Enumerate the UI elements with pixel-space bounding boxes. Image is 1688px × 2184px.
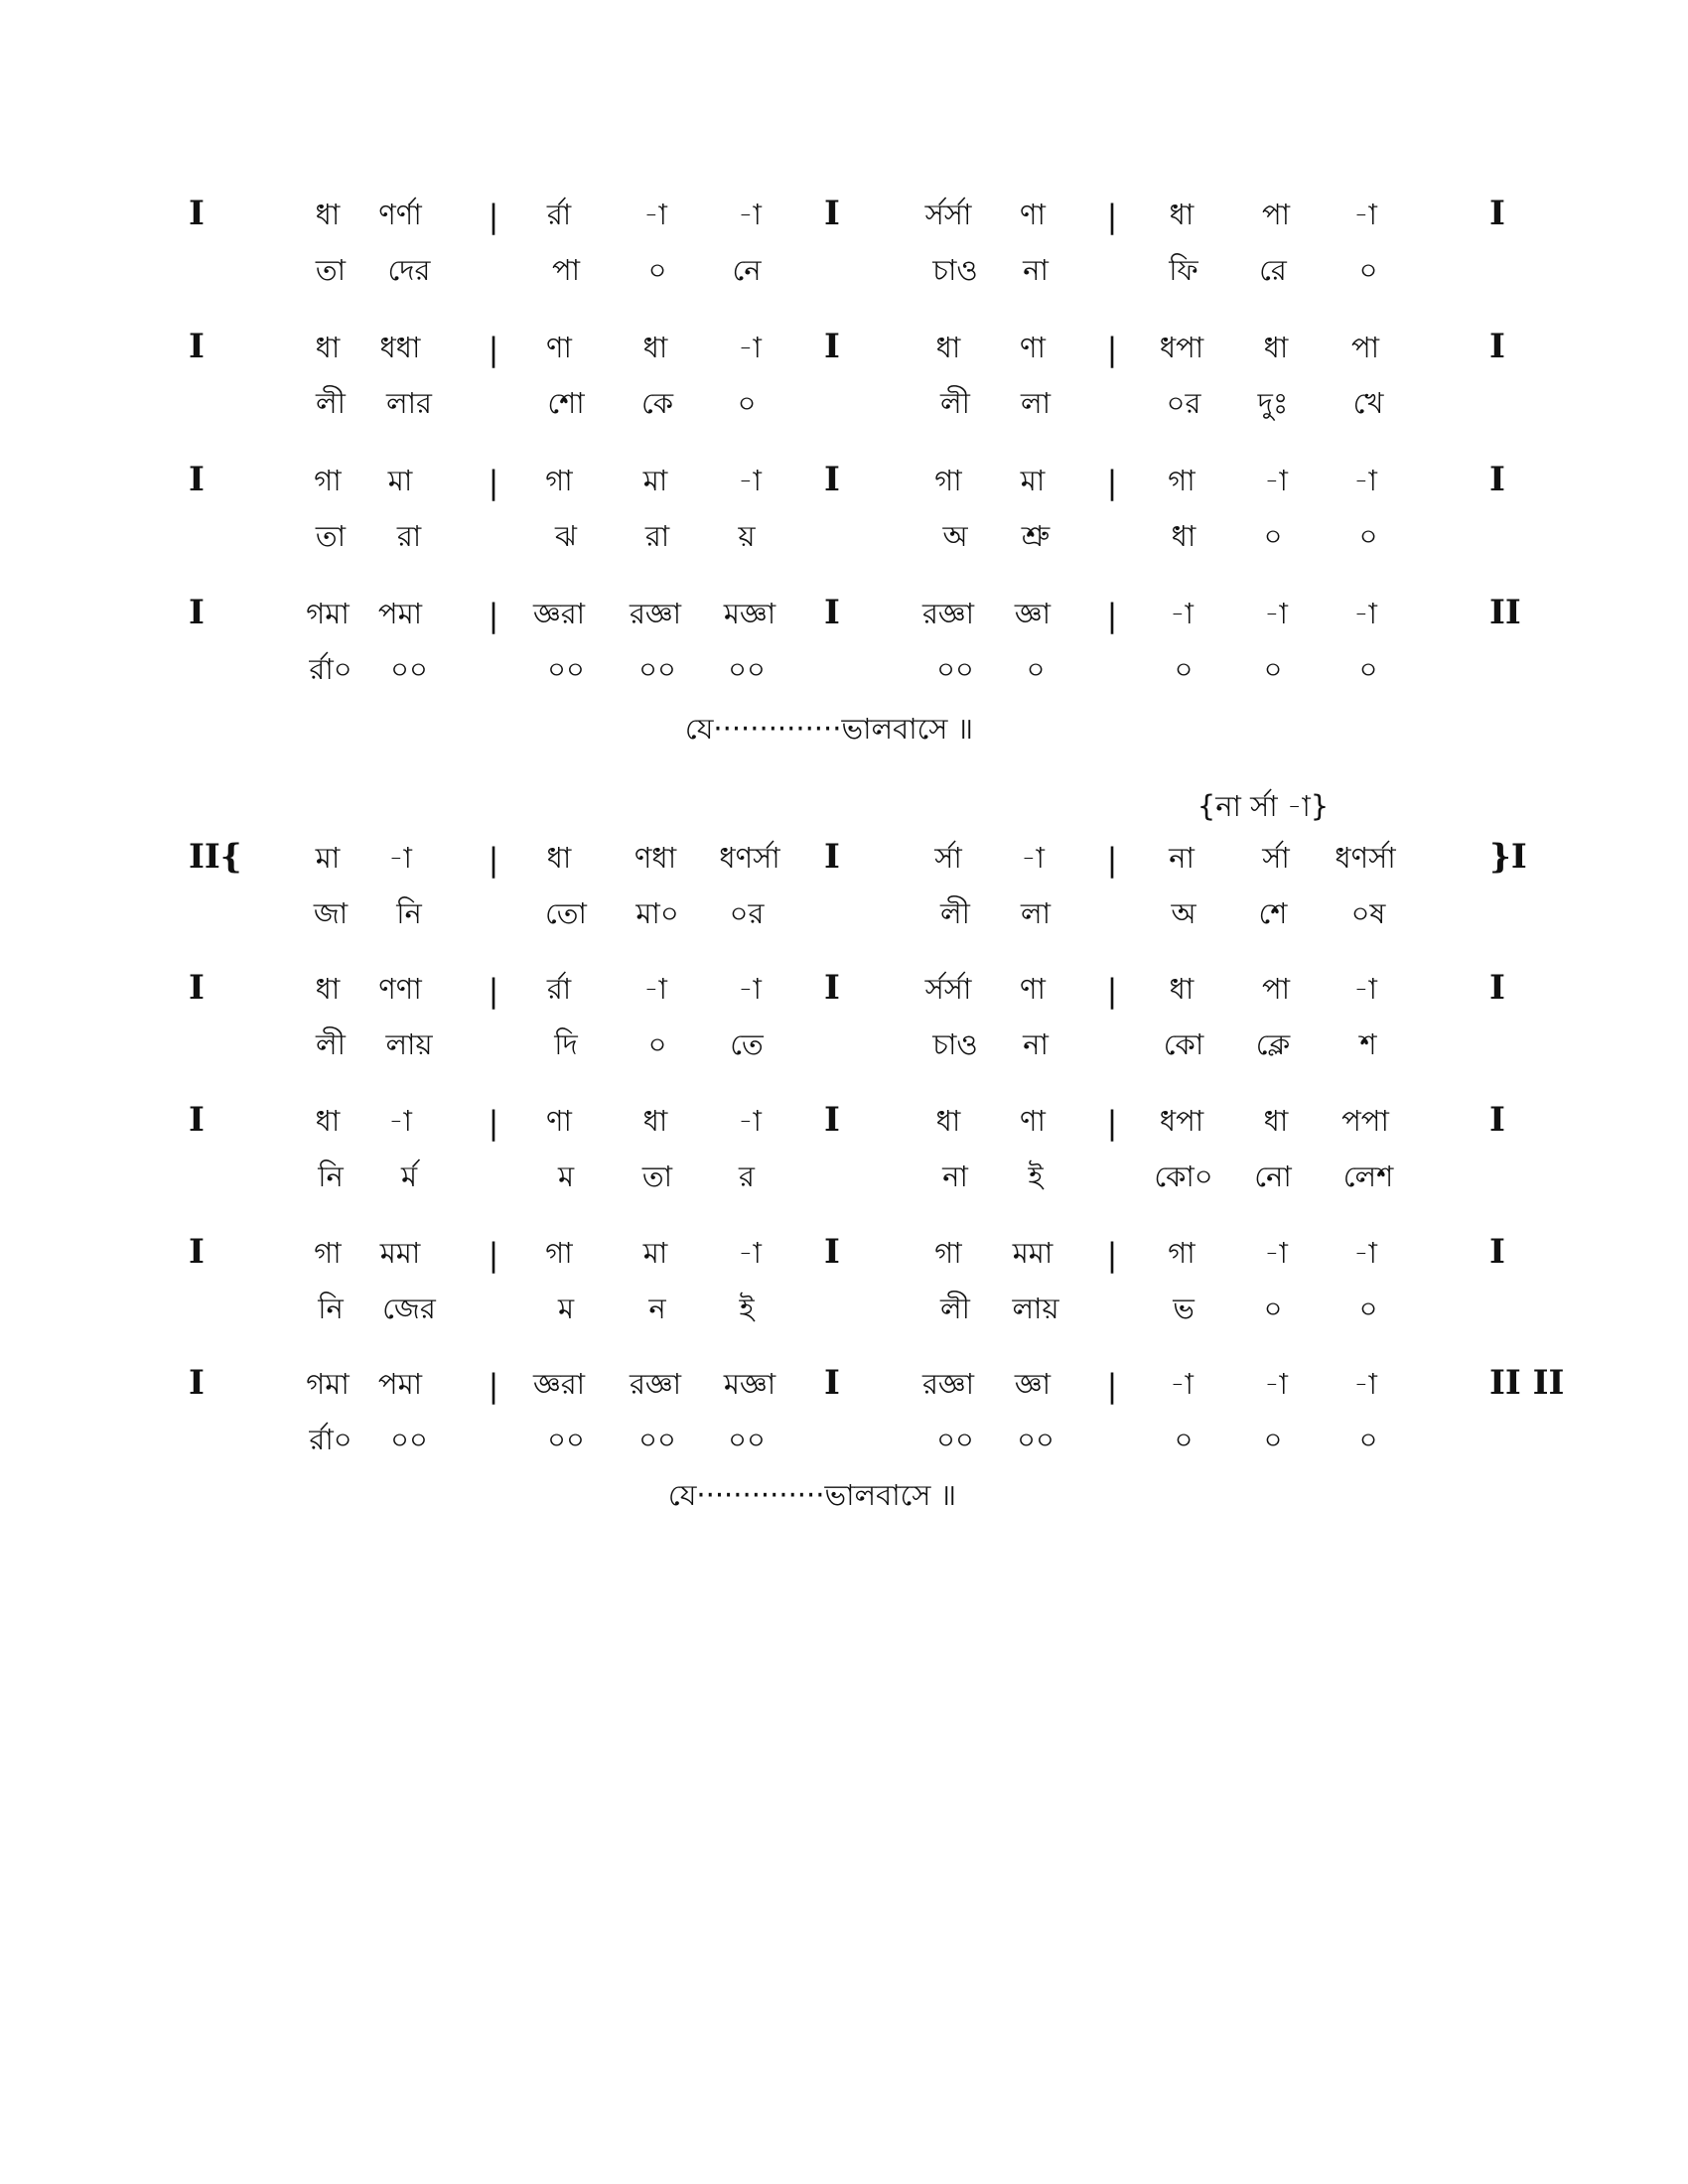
swara-note: ণা (1020, 1104, 1046, 1138)
lyric-syllable: শ (1359, 1027, 1377, 1061)
swara-note: ধা (315, 1104, 341, 1138)
lyric-syllable: ম (557, 1292, 575, 1325)
lyric-syllable: মা০ (635, 896, 679, 930)
lyric-syllable: ম (557, 1160, 575, 1193)
beat-separator: | (488, 464, 499, 501)
lyric-syllable: ০ (1174, 1423, 1194, 1456)
row-end-bar: }I (1489, 837, 1527, 877)
beat-separator: | (1106, 841, 1118, 879)
lyric-syllable: ০০ (728, 1423, 766, 1456)
swara-note: গা (1168, 1236, 1196, 1270)
lyric-syllable: ০০ (936, 652, 974, 686)
swara-note: ণা (1020, 972, 1046, 1006)
beat-separator: | (1106, 464, 1118, 501)
swara-note: -া (1353, 198, 1377, 231)
swara-note: পা (1261, 972, 1291, 1006)
lyric-syllable: ই (739, 1292, 755, 1325)
swara-note: -া (1353, 1367, 1377, 1401)
swara-note: ধা (642, 1104, 668, 1138)
measure-bar: I (824, 837, 840, 877)
swara-note: মা (315, 841, 341, 875)
lyric-syllable: ০০ (390, 1423, 428, 1456)
lyric-syllable: না (942, 1160, 968, 1193)
lyric-syllable: ক্লে (1255, 1027, 1291, 1061)
swara-note: -া (1170, 597, 1194, 630)
beat-separator: | (488, 198, 499, 235)
lyric-syllable: চাও (932, 1027, 978, 1061)
row-end-bar: I (1489, 327, 1505, 366)
swara-note: ধা (315, 972, 341, 1006)
swara-note: মা (1020, 464, 1046, 497)
row-end-bar: I (1489, 1100, 1505, 1140)
swara-note: গা (934, 464, 962, 497)
swara-note: রজ্ঞা (921, 1367, 975, 1401)
lyric-syllable: র্রা০ (309, 652, 352, 686)
swara-note: -া (1170, 1367, 1194, 1401)
swara-note: রজ্ঞা (629, 597, 682, 630)
lyric-syllable: ০ (1026, 652, 1046, 686)
lyric-syllable: ০র (1166, 386, 1201, 420)
row-end-bar: I (1489, 194, 1505, 233)
lyric-syllable: ০০ (547, 1423, 585, 1456)
lyric-syllable: না (1023, 1027, 1049, 1061)
swara-note: -া (738, 198, 762, 231)
lyric-syllable: ০ (1358, 652, 1378, 686)
swara-note: র্রা (546, 198, 572, 231)
swara-note: -া (1264, 597, 1288, 630)
lyric-syllable: লায় (385, 1027, 433, 1061)
swara-note: ধপা (1159, 331, 1204, 364)
lyric-syllable: লা (1020, 896, 1052, 930)
beat-separator: | (1106, 597, 1118, 634)
beat-separator: | (1106, 972, 1118, 1010)
lyric-syllable: র্রা০ (309, 1423, 352, 1456)
lyric-syllable: লী (940, 386, 970, 420)
refrain-line: যে··············ভালবাসে ॥ (684, 712, 974, 746)
swara-note: মমা (1012, 1236, 1054, 1270)
row-end-bar: II (1489, 593, 1521, 632)
beat-separator: | (488, 597, 499, 634)
beat-separator: | (1106, 1236, 1118, 1274)
row-start-bar: I (189, 593, 205, 632)
lyric-syllable: ০০ (728, 652, 766, 686)
swara-note: র্সা (934, 841, 962, 875)
swara-note: ণা (546, 331, 572, 364)
lyric-syllable: শে (1258, 896, 1288, 930)
lyric-syllable: ০র (729, 896, 765, 930)
swara-note: রজ্ঞা (629, 1367, 682, 1401)
swara-note: ধা (1169, 972, 1195, 1006)
swara-note: গমা (306, 1367, 350, 1401)
row-start-bar: I (189, 460, 205, 499)
lyric-syllable: ০ (1358, 253, 1378, 287)
row-end-bar: II II (1489, 1363, 1565, 1403)
row-end-bar: I (1489, 1232, 1505, 1272)
measure-bar: I (824, 194, 840, 233)
beat-separator: | (488, 1367, 499, 1405)
measure-bar: I (824, 1232, 840, 1272)
lyric-syllable: নে (732, 253, 762, 287)
swara-note: -া (388, 841, 412, 875)
swara-note: -া (1264, 464, 1288, 497)
swara-note: ধপা (1159, 1104, 1204, 1138)
lyric-syllable: অ (1171, 896, 1196, 930)
lyric-syllable: লার (386, 386, 432, 420)
measure-bar: I (824, 327, 840, 366)
lyric-syllable: কো০ (1154, 1160, 1213, 1193)
swara-note: ধা (315, 198, 341, 231)
lyric-syllable: ০ (1263, 1292, 1283, 1325)
swara-note: না (1169, 841, 1195, 875)
row-start-bar: I (189, 1363, 205, 1403)
lyric-syllable: নি (318, 1160, 344, 1193)
lyric-syllable: র্ম (400, 1160, 418, 1193)
lyric-syllable: শ্রু (1021, 519, 1051, 553)
swara-note: -া (1353, 972, 1377, 1006)
lyric-syllable: ০ (737, 386, 757, 420)
swara-note: জ্ঞরা (532, 1367, 586, 1401)
lyric-syllable: ০ (1174, 652, 1194, 686)
lyric-syllable: ০ষ (1350, 896, 1386, 930)
lyric-syllable: নি (396, 896, 422, 930)
swara-note: পা (1350, 331, 1380, 364)
lyric-syllable: ই (1028, 1160, 1044, 1193)
lyric-syllable: ০০ (390, 652, 428, 686)
swara-note: গা (934, 1236, 962, 1270)
lyric-syllable: ০ (1263, 1423, 1283, 1456)
lyric-syllable: ০ (647, 1027, 667, 1061)
refrain-line: যে··············ভালবাসে ॥ (667, 1478, 957, 1512)
lyric-syllable: কো (1163, 1027, 1204, 1061)
swara-note: মমা (379, 1236, 421, 1270)
swara-note: -া (1264, 1236, 1288, 1270)
swara-note: -া (738, 972, 762, 1006)
swara-note: র্সর্সা (924, 198, 972, 231)
lyric-syllable: রা (396, 519, 422, 553)
row-start-bar: I (189, 1232, 205, 1272)
row-start-bar: I (189, 968, 205, 1008)
row-end-bar: I (1489, 968, 1505, 1008)
swara-note: ধা (935, 1104, 961, 1138)
lyric-syllable: রে (1259, 253, 1287, 287)
swara-note: ধা (935, 331, 961, 364)
lyric-syllable: ০০ (936, 1423, 974, 1456)
lyric-syllable: তা (315, 253, 347, 287)
lyric-syllable: ০ (1358, 1423, 1378, 1456)
swara-note: গা (1168, 464, 1196, 497)
swara-note: মজ্ঞা (723, 597, 776, 630)
swara-note: ধা (642, 331, 668, 364)
swara-note: ধা (546, 841, 572, 875)
lyric-syllable: খে (1352, 386, 1384, 420)
lyric-syllable: না (1023, 253, 1049, 287)
swara-note: র্সা (1262, 841, 1290, 875)
lyric-syllable: তো (545, 896, 587, 930)
beat-separator: | (1106, 331, 1118, 368)
lyric-syllable: লী (316, 386, 346, 420)
lyric-syllable: দি (554, 1027, 578, 1061)
swara-note: -া (1353, 597, 1377, 630)
swara-note: ধণর্সা (1335, 841, 1396, 875)
lyric-syllable: ধা (1171, 519, 1196, 553)
lyric-syllable: তে (730, 1027, 764, 1061)
beat-separator: | (1106, 1104, 1118, 1142)
swara-note: গা (545, 1236, 573, 1270)
row-start-bar: I (189, 194, 205, 233)
swara-note: -া (738, 1236, 762, 1270)
lyric-syllable: ঝ (555, 519, 577, 553)
lyric-syllable: তা (641, 1160, 673, 1193)
measure-bar: I (824, 1363, 840, 1403)
lyric-syllable: লায় (1012, 1292, 1059, 1325)
swara-note: -া (643, 972, 667, 1006)
beat-separator: | (488, 972, 499, 1010)
row-start-bar: I (189, 327, 205, 366)
swara-note: -া (1353, 1236, 1377, 1270)
beat-separator: | (1106, 1367, 1118, 1405)
swara-note: গা (314, 1236, 342, 1270)
lyric-syllable: লী (940, 896, 970, 930)
lyric-syllable: শো (547, 386, 585, 420)
swara-note: পা (1261, 198, 1291, 231)
lyric-syllable: ০০ (547, 652, 585, 686)
lyric-syllable: ভ (1173, 1292, 1195, 1325)
lyric-syllable: পা (551, 253, 581, 287)
row-start-bar: II{ (189, 837, 242, 877)
swara-note: গা (545, 464, 573, 497)
swara-note: -া (388, 1104, 412, 1138)
swara-note: ধা (1169, 198, 1195, 231)
lyric-syllable: লা (1020, 386, 1052, 420)
swara-note: মা (642, 1236, 668, 1270)
lyric-syllable: ০ (1263, 519, 1283, 553)
beat-separator: | (488, 1236, 499, 1274)
swara-note: পপা (1341, 1104, 1389, 1138)
swara-note: গমা (306, 597, 350, 630)
swara-note: র্সর্সা (924, 972, 972, 1006)
swara-note: -া (1264, 1367, 1288, 1401)
swara-note: ধা (1263, 1104, 1289, 1138)
lyric-syllable: লেশ (1342, 1160, 1394, 1193)
lyric-syllable: নি (318, 1292, 344, 1325)
lyric-syllable: অ (942, 519, 968, 553)
lyric-syllable: ন (648, 1292, 666, 1325)
lyric-syllable: তা (315, 519, 347, 553)
lyric-syllable: ০ (1358, 1292, 1378, 1325)
swara-note: পমা (377, 597, 423, 630)
measure-bar: I (824, 593, 840, 632)
lyric-syllable: য় (738, 519, 756, 553)
lyric-syllable: লী (940, 1292, 970, 1325)
lyric-syllable: ০ (647, 253, 667, 287)
swara-note: ণা (1020, 198, 1046, 231)
beat-separator: | (488, 331, 499, 368)
lyric-syllable: ০০ (638, 1423, 676, 1456)
lyric-syllable: র (739, 1160, 755, 1193)
swara-note: -া (1021, 841, 1045, 875)
lyric-syllable: জা (313, 896, 349, 930)
measure-bar: I (824, 1100, 840, 1140)
swara-note: ধা (1263, 331, 1289, 364)
lyric-syllable: ০০ (1017, 1423, 1055, 1456)
lyric-syllable: ০ (1358, 519, 1378, 553)
swara-note: ধা (315, 331, 341, 364)
lyric-syllable: ফি (1169, 253, 1198, 287)
measure-bar: I (824, 460, 840, 499)
swara-note: -া (1353, 464, 1377, 497)
swara-note: ধণর্সা (719, 841, 780, 875)
swara-note: রজ্ঞা (921, 597, 975, 630)
swara-note: ণর্ণা (378, 198, 422, 231)
lyric-syllable: ০০ (638, 652, 676, 686)
lyric-syllable: জের (382, 1292, 436, 1325)
swara-note: ধধা (379, 331, 421, 364)
lyric-syllable: চাও (932, 253, 978, 287)
lyric-syllable: দের (387, 253, 431, 287)
swara-note: ণধা (633, 841, 677, 875)
swara-note: -া (738, 464, 762, 497)
row-start-bar: I (189, 1100, 205, 1140)
lyric-syllable: নো (1254, 1160, 1292, 1193)
swara-note: -া (738, 1104, 762, 1138)
measure-bar: I (824, 968, 840, 1008)
beat-separator: | (488, 841, 499, 879)
swara-note: মজ্ঞা (723, 1367, 776, 1401)
swara-note: -া (643, 198, 667, 231)
swara-note: জ্ঞা (1014, 597, 1052, 630)
lyric-syllable: রা (644, 519, 670, 553)
swara-note: মা (387, 464, 413, 497)
lyric-syllable: দুঃ (1257, 386, 1289, 420)
swara-note: ণা (1020, 331, 1046, 364)
swara-note: পমা (377, 1367, 423, 1401)
variant-notation: {না র্সা -া} (1196, 789, 1330, 823)
swara-note: ণণা (378, 972, 422, 1006)
beat-separator: | (488, 1104, 499, 1142)
swara-note: -া (738, 331, 762, 364)
swara-note: মা (642, 464, 668, 497)
beat-separator: | (1106, 198, 1118, 235)
swara-note: ণা (546, 1104, 572, 1138)
lyric-syllable: ০ (1263, 652, 1283, 686)
lyric-syllable: লী (316, 1027, 346, 1061)
swara-note: জ্ঞরা (532, 597, 586, 630)
swara-note: গা (314, 464, 342, 497)
swara-note: জ্ঞা (1014, 1367, 1052, 1401)
swara-note: র্রা (546, 972, 572, 1006)
lyric-syllable: কে (640, 386, 674, 420)
row-end-bar: I (1489, 460, 1505, 499)
